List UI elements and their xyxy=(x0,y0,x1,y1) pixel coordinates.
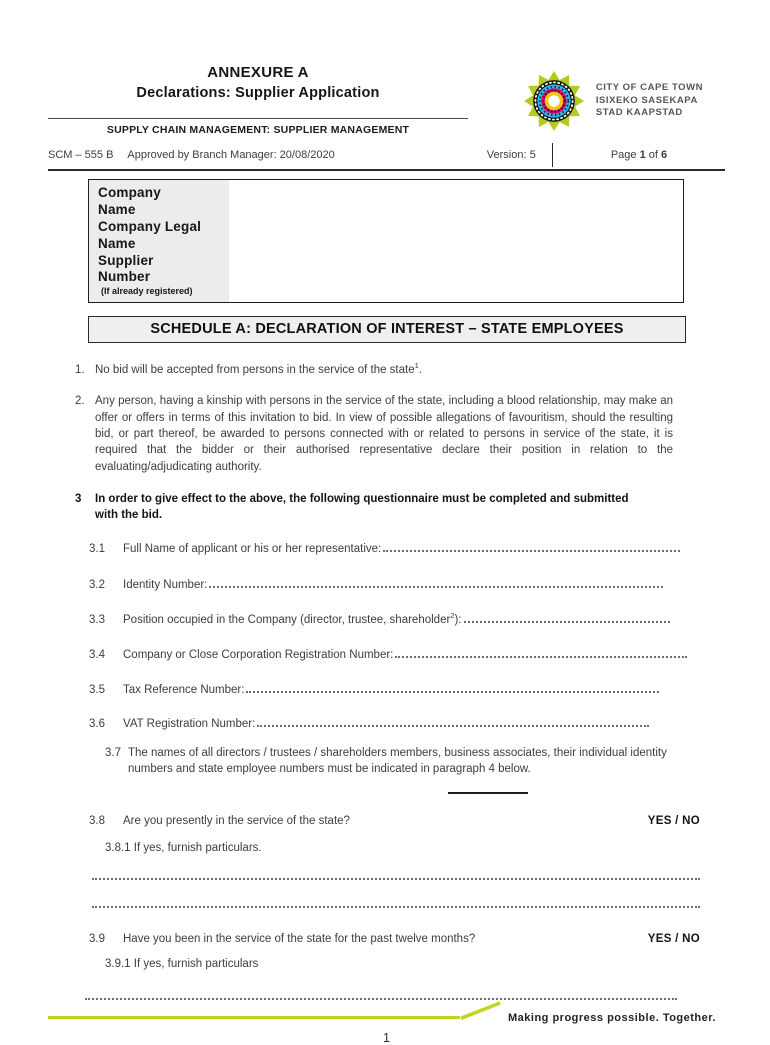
brand-line xyxy=(48,1016,460,1019)
page-of: of xyxy=(645,149,662,161)
question-3-2-label: Identity Number: xyxy=(123,578,208,591)
clause-2-text: Any person, having a kinship with persons in the service of the state, including a blood relationship, may make an offer or offers in terms of this invitation to bid. In view of possible allegations of favouritism, should the resulting bid, or part thereof, be awarded to persons connected with or related to persons in service of the state, it is required that the bidder or their authorised representative declare their position in relation to the evaluating/adjudicating authority. xyxy=(95,395,673,473)
question-3-8-1 xyxy=(105,842,725,854)
clause-3-number: 3 xyxy=(75,492,82,505)
document-subtitle: Declarations: Supplier Application xyxy=(136,85,380,101)
schedule-a-banner: SCHEDULE A: DECLARATION OF INTEREST – STATE EMPLOYEES xyxy=(88,316,686,343)
question-3-1-number: 3.1 xyxy=(89,542,105,555)
annexure-title: ANNEXURE A xyxy=(207,64,309,81)
question-3-3-number: 3.3 xyxy=(89,613,105,626)
footnote-divider xyxy=(448,792,528,794)
question-3-2 xyxy=(89,577,725,593)
question-3-7 xyxy=(105,745,725,777)
city-logo-wordmark xyxy=(596,82,703,119)
question-3-2-answer-line[interactable] xyxy=(209,586,663,588)
clause-3-text: In order to give effect to the above, the following questionnaire must be completed and submitted with the bid. xyxy=(95,492,629,522)
question-3-4 xyxy=(89,647,725,663)
question-3-1-answer-line[interactable] xyxy=(383,550,680,552)
clause-2 xyxy=(48,393,725,475)
question-3-3-label: Position occupied in the Company (director, trustee, shareholder$^2$): xyxy=(123,610,462,626)
company-name-label: Company Name xyxy=(98,185,161,217)
question-3-4-number: 3.4 xyxy=(89,648,105,661)
supplier-number-note: (If already registered) xyxy=(101,286,193,297)
question-3-5-number: 3.5 xyxy=(89,684,105,696)
question-3-9-1-number: 3.9.1 xyxy=(105,958,131,971)
city-logo-icon xyxy=(523,70,585,132)
brand-line-diagonal xyxy=(460,1000,502,1020)
title-underline xyxy=(48,118,468,119)
logo-line-1: CITY OF CAPE TOWN xyxy=(595,82,703,94)
question-3-9 xyxy=(89,933,725,945)
supplier-number-label: Supplier Number xyxy=(98,252,154,285)
clause-1-text: No bid will be accepted from persons in the service of the state$^1$. xyxy=(95,361,422,376)
question-3-8 xyxy=(89,815,725,827)
question-3-6-number: 3.6 xyxy=(89,718,105,731)
clause-2-number: 2. xyxy=(75,395,85,408)
city-of-cape-town-logo xyxy=(523,70,703,132)
city-slogan: Making progress possible. Together. xyxy=(508,1012,717,1025)
footnote-ref-2: 2 xyxy=(450,610,455,620)
company-values-column xyxy=(229,180,683,302)
question-3-6-answer-line[interactable] xyxy=(257,725,649,727)
question-3-8-label: Are you presently in the service of the state? xyxy=(123,815,350,828)
question-3-9-yes-no[interactable]: YES / NO xyxy=(647,933,700,946)
question-3-6-label: VAT Registration Number: xyxy=(123,718,256,731)
brand-strip xyxy=(48,1000,725,1024)
footnote-ref-1: 1 xyxy=(414,361,419,371)
document-header xyxy=(48,64,725,171)
question-3-9-1 xyxy=(105,958,725,970)
page-total: 6 xyxy=(661,149,668,161)
question-3-2-number: 3.2 xyxy=(89,578,105,591)
question-3-9-1-label: If yes, furnish particulars xyxy=(133,958,259,971)
question-3-5 xyxy=(89,682,725,698)
question-3-5-answer-line[interactable] xyxy=(246,691,659,693)
document-meta-row xyxy=(48,143,725,167)
clause-1 xyxy=(48,362,725,378)
title-block xyxy=(48,64,468,101)
question-3-7-text: The names of all directors / trustees / shareholders members, business associates, their individual identity numbers and state employee numbers must be indicated in paragraph 4 below. xyxy=(128,747,667,776)
page-indicator xyxy=(553,149,725,161)
supplier-number-field[interactable] xyxy=(229,261,683,302)
logo-line-3: STAD KAAPSTAD xyxy=(595,107,683,119)
question-3-9-number: 3.9 xyxy=(89,933,105,946)
question-3-8-1-answer-line-1[interactable] xyxy=(92,878,700,880)
question-3-1-label: Full Name of applicant or his or her representative: xyxy=(123,542,382,555)
question-3-8-1-answer-line-2[interactable] xyxy=(92,906,700,908)
page-prefix: Page xyxy=(610,149,640,161)
page-number-footer: 1 xyxy=(383,1031,390,1045)
version-label: Version: 5 xyxy=(486,149,536,161)
question-3-8-yes-no[interactable]: YES / NO xyxy=(647,815,700,828)
question-3-8-number: 3.8 xyxy=(89,815,105,828)
question-3-8-1-number: 3.8.1 xyxy=(105,842,131,855)
company-name-field[interactable] xyxy=(229,180,683,221)
clause-1-number: 1. xyxy=(75,364,85,376)
clause-3 xyxy=(48,491,725,524)
header-rule xyxy=(48,169,725,171)
question-3-8-1-label: If yes, furnish particulars. xyxy=(133,842,262,855)
approval-note: Approved by Branch Manager: 20/08/2020 xyxy=(127,149,335,161)
question-3-6 xyxy=(89,716,725,732)
company-labels-column xyxy=(89,180,229,302)
question-3-4-label: Company or Close Corporation Registration Number: xyxy=(123,648,394,661)
page-footer xyxy=(48,1000,725,1045)
logo-line-2: ISIXEKO SASEKAPA xyxy=(595,94,698,106)
question-3-3-answer-line[interactable] xyxy=(464,621,671,623)
question-3-5-label: Tax Reference Number: xyxy=(123,684,245,696)
company-legal-name-field[interactable] xyxy=(229,221,683,262)
document-code: SCM – 555 B xyxy=(48,149,114,161)
company-legal-name-label: Company Legal Name xyxy=(98,218,202,251)
question-3-4-answer-line[interactable] xyxy=(395,656,687,658)
company-details-table xyxy=(88,179,684,303)
question-3-7-number: 3.7 xyxy=(105,747,121,760)
page-number: 1 xyxy=(639,149,646,161)
question-3-9-label: Have you been in the service of the state for the past twelve months? xyxy=(123,933,476,946)
question-3-1 xyxy=(89,541,725,557)
department-heading: SUPPLY CHAIN MANAGEMENT: SUPPLIER MANAGEMENT xyxy=(106,124,410,136)
question-3-3 xyxy=(89,612,725,628)
